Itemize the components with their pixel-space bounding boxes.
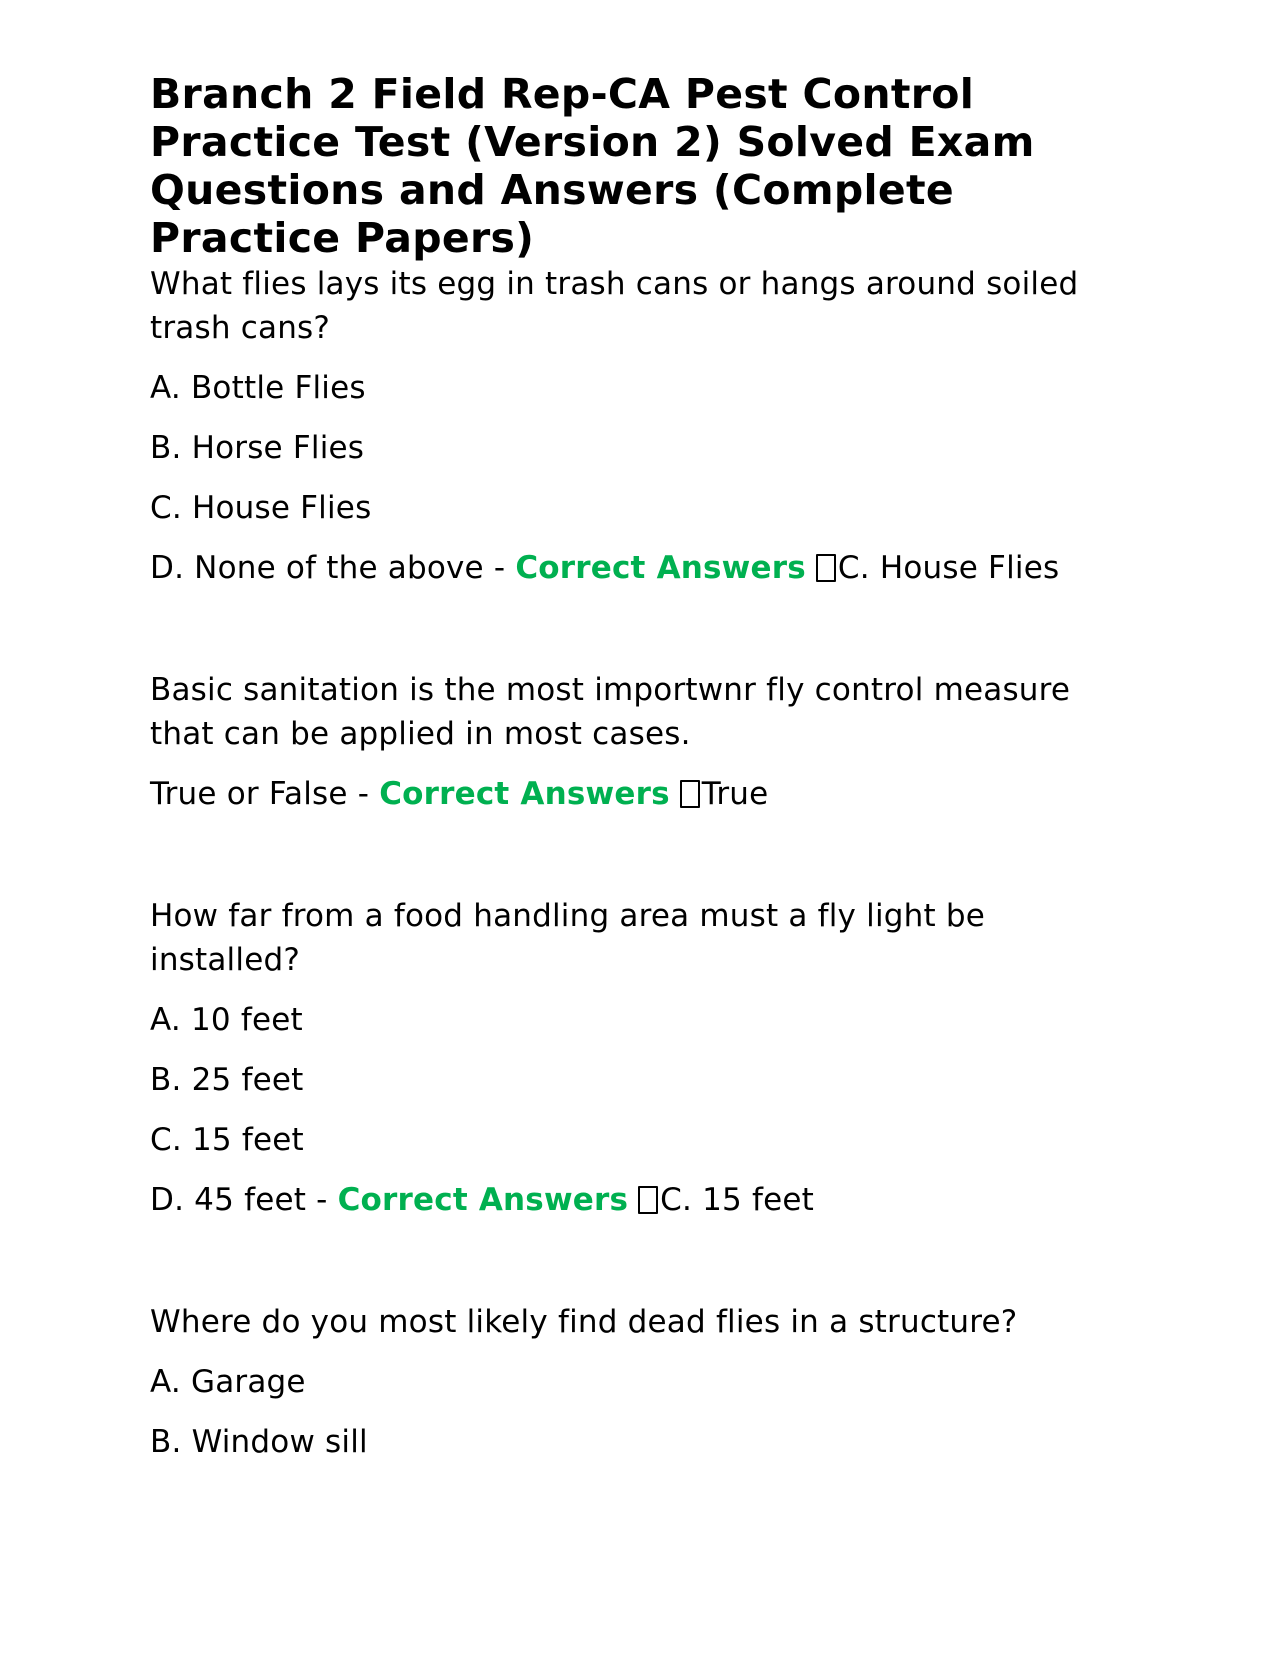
question-block [150,894,1140,1222]
option-text: C. House Flies [150,490,372,526]
answer-text: C. House Flies [837,550,1060,586]
question-spacer [150,590,1140,668]
question-text: Basic sanitation is the most importwnr fly control measure that can be applied in most cases. [150,672,1071,752]
question-block [150,262,1140,590]
answer-text: True [701,776,769,812]
question-spacer [150,816,1140,894]
question-text: How far from a food handling area must a fly light be installed? [150,898,986,978]
missing-glyph-icon [680,780,700,808]
question-text: What flies lays its egg in trash cans or hangs around soiled trash cans? [150,266,1079,346]
correct-answers-label: Correct Answers [337,1182,629,1218]
answer-line [150,546,1140,590]
correct-answers-label: Correct Answers [515,550,806,586]
last-option-text: True or False - [150,776,380,812]
missing-glyph-icon [638,1186,658,1214]
answer-text: C. 15 feet [660,1182,815,1218]
last-option-text: D. None of the above - [150,550,516,586]
last-option-text: D. 45 feet - [150,1182,338,1218]
correct-answers-label: Correct Answers [379,776,670,812]
option-text: C. 15 feet [150,1122,304,1158]
missing-glyph-icon [816,554,836,582]
answer-line [150,1178,1140,1222]
option-text: A. 10 feet [150,1002,303,1038]
answer-line [150,772,1140,816]
question-block [150,1300,1140,1464]
question-spacer [150,1222,1140,1300]
option-text: B. Window sill [150,1424,368,1460]
question-text: Where do you most likely find dead flies in a structure? [150,1304,1018,1340]
document-title: Branch 2 Field Rep-CA Pest Control Practice Test (Version 2) Solved Exam Questions and Answers (Complete Practice Papers) [150,70,1035,262]
option-text: A. Garage [150,1364,306,1400]
option-text: B. Horse Flies [150,430,365,466]
question-block [150,668,1140,816]
document-page [150,70,1140,1464]
option-text: B. 25 feet [150,1062,304,1098]
option-text: A. Bottle Flies [150,370,366,406]
